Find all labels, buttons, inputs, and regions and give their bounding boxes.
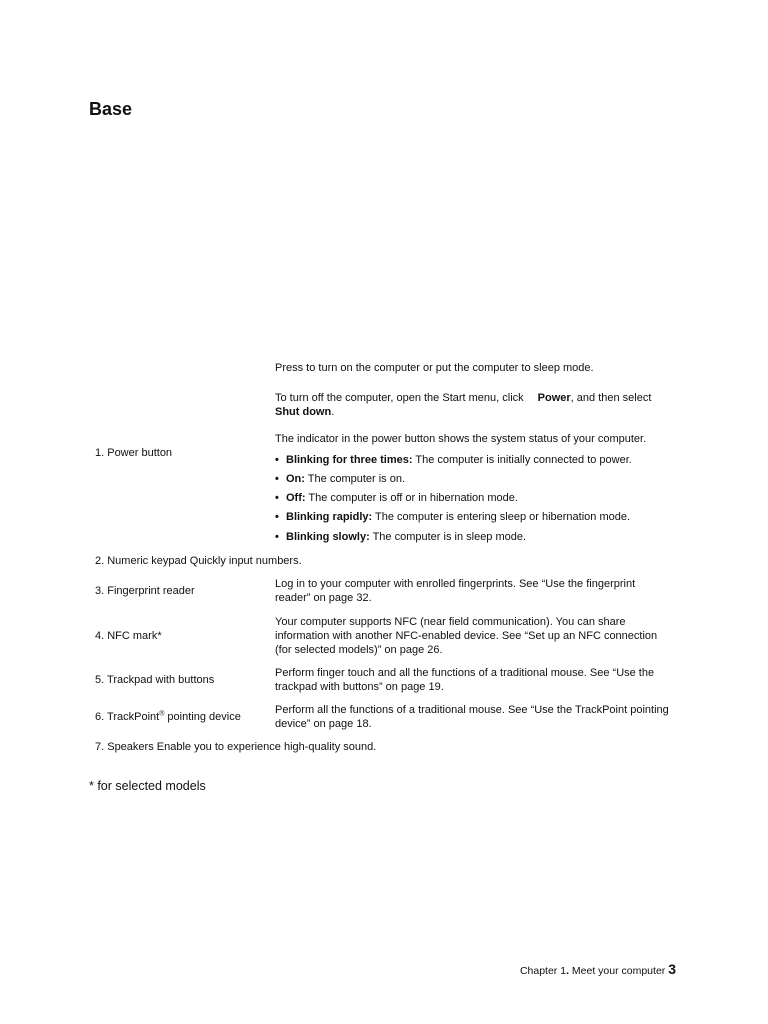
status-bullet-4: [275, 510, 630, 524]
power-button-label: 1. Power button: [95, 447, 173, 459]
bullet-glyph: •: [275, 454, 279, 466]
nfc-desc-line-3: (for selected models)” on page 26.: [275, 644, 443, 656]
nfc-mark-label: 4. NFC mark*: [95, 630, 162, 642]
footer-title: Meet your computer: [568, 965, 669, 977]
trackpad-label: 5. Trackpad with buttons: [95, 674, 215, 686]
nfc-desc-line-1: Your computer supports NFC (near field communication). You can share: [275, 616, 626, 628]
power-desc-2b: Power: [537, 392, 571, 404]
page-footer: [520, 961, 676, 977]
bullet-glyph: •: [275, 492, 279, 504]
trackpad-desc: [275, 666, 654, 694]
bullet-term: Off:: [286, 492, 306, 504]
power-desc-2a: To turn off the computer, open the Start menu, click: [275, 392, 524, 404]
bullet-glyph: •: [275, 473, 279, 485]
trackpoint-label-text: 6. TrackPoint: [95, 711, 160, 723]
bullet-glyph: •: [275, 531, 279, 543]
footnote: * for selected models: [89, 779, 206, 793]
bullet-term: Blinking slowly:: [286, 531, 370, 543]
footer-dot: .: [566, 965, 569, 977]
status-bullet-5: [275, 530, 526, 544]
speakers-row: 7. Speakers Enable you to experience high-quality sound.: [95, 741, 377, 753]
nfc-desc: [275, 615, 657, 657]
numeric-keypad-row: 2. Numeric keypad Quickly input numbers.: [95, 555, 302, 567]
section-heading: Base: [89, 99, 133, 119]
trackpoint-desc: [275, 703, 669, 731]
fingerprint-desc-line-2: reader” on page 32.: [275, 592, 372, 604]
status-bullet-1: [275, 453, 632, 467]
trackpad-desc-line-1: Perform finger touch and all the functions of a traditional mouse. See “Use the: [275, 667, 655, 679]
bullet-text: The computer is in sleep mode.: [369, 531, 527, 543]
power-desc-2e: .: [331, 406, 335, 418]
bullet-term: Blinking rapidly:: [286, 511, 373, 523]
power-desc-3: The indicator in the power button shows the system status of your computer.: [275, 433, 647, 445]
trackpoint-label-suffix: pointing device: [164, 711, 241, 723]
power-desc-2c: , and then select: [570, 392, 652, 404]
power-desc-2: [275, 391, 651, 419]
trackpad-desc-line-2: trackpad with buttons” on page 19.: [275, 681, 444, 693]
bullet-term: On:: [286, 473, 305, 485]
trackpoint-desc-line-1: Perform all the functions of a traditional mouse. See “Use the TrackPoint pointing: [275, 704, 669, 716]
nfc-desc-line-2: information with another NFC-enabled device. See “Set up an NFC connection: [275, 630, 658, 642]
fingerprint-reader-label: 3. Fingerprint reader: [95, 585, 195, 597]
trackpoint-desc-line-2: device” on page 18.: [275, 718, 372, 730]
status-bullet-3: [275, 491, 518, 505]
registered-mark: ®: [159, 710, 165, 718]
page-number: 3: [668, 961, 676, 977]
power-desc-1: Press to turn on the computer or put the computer to sleep mode.: [275, 362, 594, 374]
power-desc-2d: Shut down: [275, 406, 332, 418]
trackpoint-label: [95, 710, 241, 724]
bullet-term: Blinking for three times:: [286, 454, 413, 466]
bullet-text: The computer is entering sleep or hibernation mode.: [372, 511, 631, 523]
fingerprint-desc: [275, 577, 635, 605]
bullet-text: The computer is off or in hibernation mode.: [305, 492, 518, 504]
bullet-text: The computer is on.: [304, 473, 406, 485]
status-bullet-2: [275, 472, 405, 486]
fingerprint-desc-line-1: Log in to your computer with enrolled fingerprints. See “Use the fingerprint: [275, 578, 636, 590]
bullet-text: The computer is initially connected to power.: [412, 454, 632, 466]
bullet-glyph: •: [275, 511, 279, 523]
footer-chapter: Chapter 1: [519, 965, 567, 977]
